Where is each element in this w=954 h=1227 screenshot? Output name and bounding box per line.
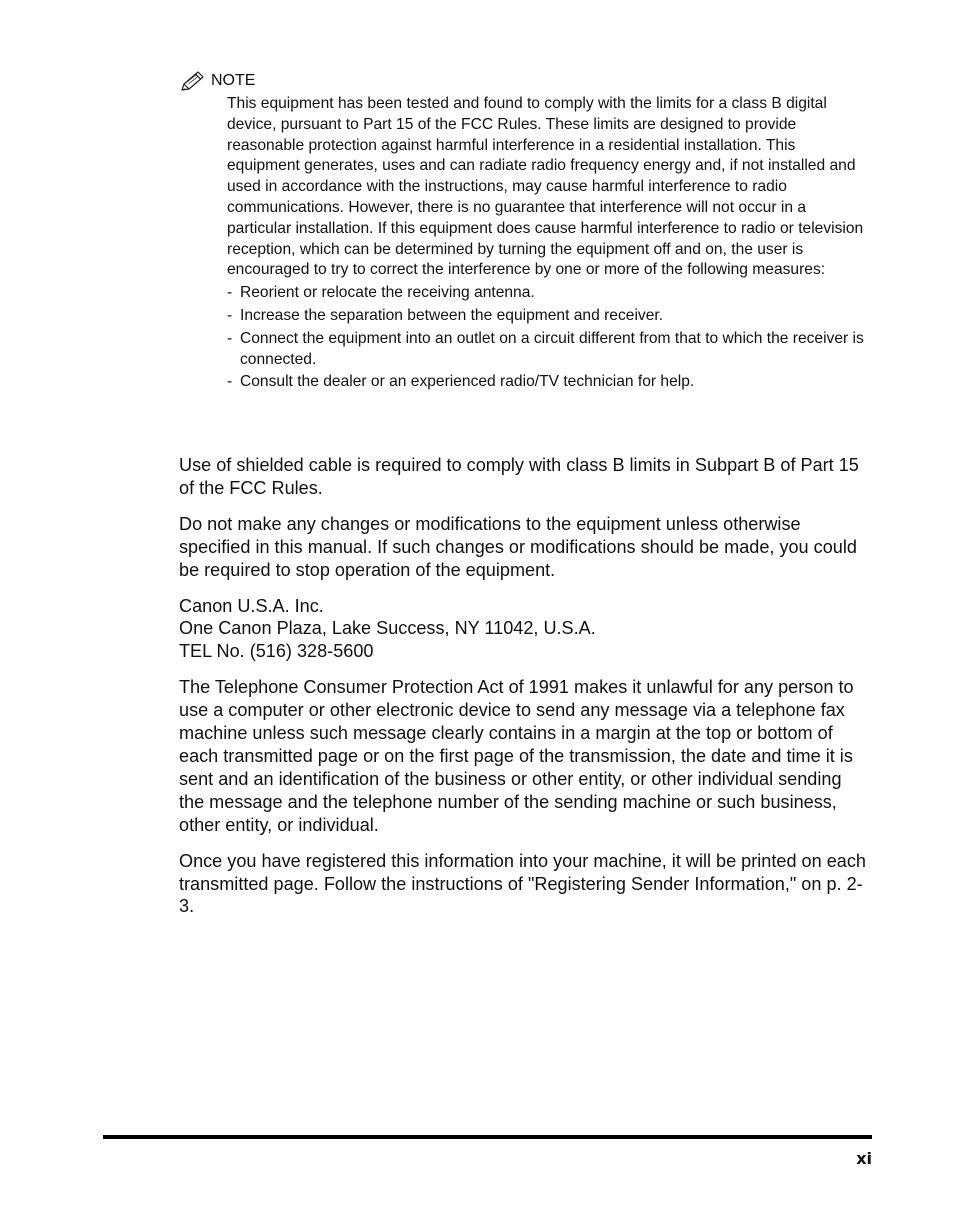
- modifications-paragraph: Do not make any changes or modifications to the equipment unless otherwise specified in this manual. If such changes or modifications should be made, you could be required to stop operation of the equipment.: [179, 513, 857, 580]
- list-item: - Consult the dealer or an experienced radio/TV technician for help.: [227, 373, 695, 391]
- list-item: - Connect the equipment into an outlet on a circuit different from that to which the receiver is connected.: [227, 329, 864, 368]
- company-name: Canon U.S.A. Inc.: [179, 595, 324, 616]
- list-item: - Reorient or relocate the receiving antenna.: [227, 284, 535, 302]
- pencil-icon: [179, 69, 207, 93]
- main-text: [179, 454, 871, 931]
- tcpa-paragraph: The Telephone Consumer Protection Act of 1991 makes it unlawful for any person to use a computer or other electronic device to send any message via a telephone fax machine unless such message clearly contains in a margin at the top or bottom of each transmitted page or on the first page of the transmission, the date and time it is sent and an identification of the business or other entity, or other individual sending the message and the telephone number of the sending machine or such business, other entity, or individual.: [179, 677, 854, 835]
- list-item: - Increase the separation between the equipment and receiver.: [227, 306, 664, 324]
- note-header: [179, 68, 869, 94]
- note-label: NOTE: [211, 72, 256, 89]
- telephone-number: TEL No. (516) 328-5600: [179, 641, 374, 662]
- fcc-compliance-paragraph: This equipment has been tested and found to comply with the limits for a class B digital device, pursuant to Part 15 of the FCC Rules. These limits are designed to provide reasonable protection against harmful interference in a residential installation. This equipment generates, uses and can radiate radio frequency energy and, if not installed and used in accordance with the instructions, may cause harmful interference to radio communications. However, there is no guarantee that interference will not occur in a particular installation. If this equipment does cause harmful interference to radio or television reception, which can be determined by turning the equipment off and on, the user is encouraged to try to correct the interference by one or more of the following measures:: [227, 95, 864, 279]
- measures-list: [227, 283, 869, 393]
- page-number: xi: [856, 1149, 872, 1168]
- note-block: [179, 68, 869, 395]
- footer-divider: [103, 1135, 872, 1139]
- shielded-cable-paragraph: Use of shielded cable is required to comply with class B limits in Subpart B of Part 15 of the FCC Rules.: [179, 455, 859, 498]
- street-address: One Canon Plaza, Lake Success, NY 11042, U.S.A.: [179, 618, 596, 639]
- registration-paragraph: Once you have registered this information into your machine, it will be printed on each transmitted page. Follow the instructions of "Registering Sender Information," on p. 2-3.: [179, 850, 866, 917]
- note-body: [227, 94, 869, 393]
- address-block: [179, 595, 871, 664]
